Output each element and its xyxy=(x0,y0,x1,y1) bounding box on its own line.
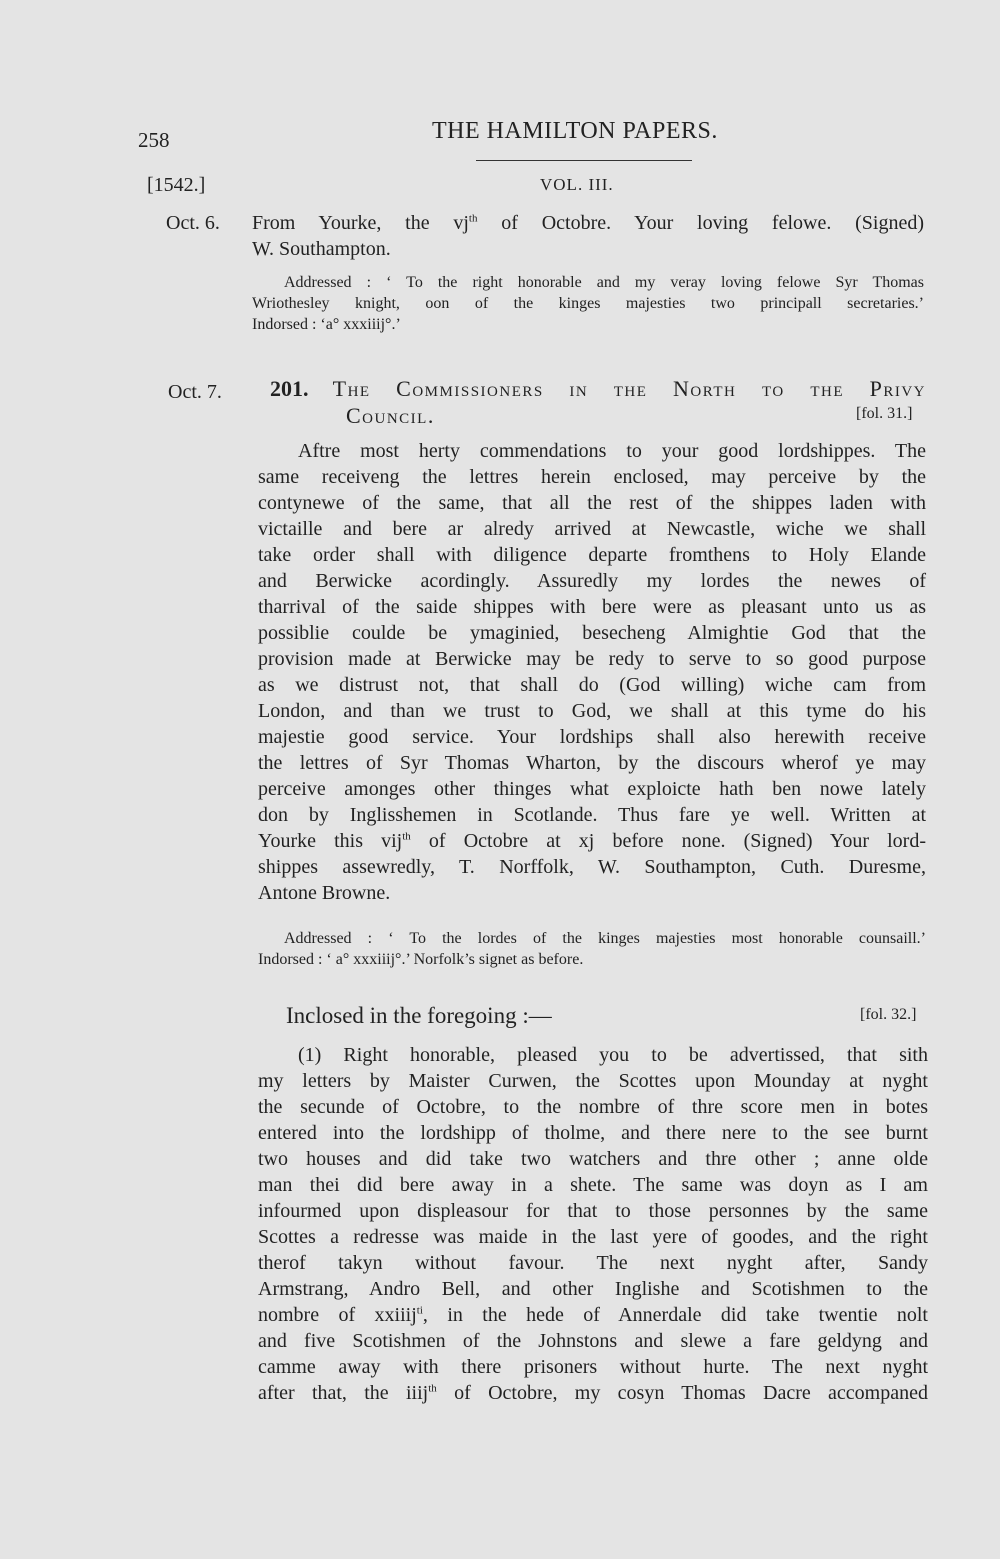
body-line: Yourke this vij$^{th}$ of Octobre at xj before none. (Signed) Your lord- xyxy=(258,830,926,852)
body-line: my letters by Maister Curwen, the Scottes upon Mounday at nyght xyxy=(258,1070,928,1092)
body-line: and five Scotishmen of the Johnstons and slewe a fare geldyng and xyxy=(258,1330,928,1352)
body-line: man thei did bere away in a shete. The same was doyn as I am xyxy=(258,1174,928,1196)
body-line: (1) Right honorable, pleased you to be advertissed, that sith xyxy=(298,1044,928,1066)
margin-date-oct6: Oct. 6. xyxy=(166,212,220,234)
address-line: Addressed : ‘ To the right honorable and my veray loving felowe Syr Thomas xyxy=(284,274,924,291)
body-line: and Berwicke acordingly. Assuredly my lordes the newes of xyxy=(258,570,926,592)
letter-201-address xyxy=(258,928,926,970)
folio-ref-32: [fol. 32.] xyxy=(860,1006,917,1023)
body-line: tharrival of the saide shippes with bere were as pleasant unto us as xyxy=(258,596,926,618)
running-title: THE HAMILTON PAPERS. xyxy=(432,118,718,144)
margin-date-oct7: Oct. 7. xyxy=(168,381,222,403)
indorsed-line: Indorsed : ‘a° xxxiiij°.’ xyxy=(252,316,401,333)
body-line: the secunde of Octobre, to the nombre of thre score men in botes xyxy=(258,1096,928,1118)
body-line: as we distrust not, that shall do (God willing) wiche cam from xyxy=(258,674,926,696)
body-line: two houses and did take two watchers and thre other ; anne olde xyxy=(258,1148,928,1170)
closing-line: From Yourke, the $vj^{th}$ of Octobre. Your loving felowe. (Signed) xyxy=(252,212,924,234)
address-line: Wriothesley knight, oon of the kinges majesties two principall secretaries.’ xyxy=(252,295,924,312)
body-line: nombre of xxiiij$^{ti}$, in the hede of Annerdale did take twentie nolt xyxy=(258,1304,928,1326)
body-line: Antone Browne. xyxy=(258,882,391,904)
previous-letter-close xyxy=(252,210,924,262)
address-line: Addressed : ‘ To the lordes of the kinges majesties most honorable counsaill.’ xyxy=(284,930,926,947)
indorsed-line: Indorsed : ‘ a° xxxiiij°.’ Norfolk’s signet as before. xyxy=(258,951,584,968)
body-line: camme away with there prisoners without hurte. The next nyght xyxy=(258,1356,928,1378)
letter-body-201 xyxy=(258,438,926,906)
folio-ref-31: [fol. 31.] xyxy=(856,405,913,422)
enclosure-heading: Inclosed in the foregoing :— xyxy=(286,1003,552,1028)
entry-number: 201. xyxy=(270,376,309,401)
body-line: shippes assewredly, T. Norffolk, W. Southampton, Cuth. Duresme, xyxy=(258,856,926,878)
body-line: don by Inglisshemen in Scotlande. Thus fare ye well. Written at xyxy=(258,804,926,826)
body-line: contynewe of the same, that all the rest of the shippes laden with xyxy=(258,492,926,514)
enclosure-body xyxy=(258,1042,928,1406)
margin-year: [1542.] xyxy=(147,174,206,196)
previous-letter-address xyxy=(252,272,924,335)
title-rule xyxy=(476,160,692,161)
body-line: entered into the lordshipp of tholme, and there nere to the see burnt xyxy=(258,1122,928,1144)
volume-label: VOL. III. xyxy=(540,175,614,194)
body-line: Armstrang, Andro Bell, and other Inglishe and Scotishmen to the xyxy=(258,1278,928,1300)
page-number: 258 xyxy=(138,128,170,152)
body-line: London, and than we trust to God, we shall at this tyme do his xyxy=(258,700,926,722)
entry-heading xyxy=(270,376,926,402)
body-line: the lettres of Syr Thomas Wharton, by the discours wherof ye may xyxy=(258,752,926,774)
body-line: infourmed upon displeasour for that to those personnes by the same xyxy=(258,1200,928,1222)
body-line: Aftre most herty commendations to your good lordshippes. The xyxy=(298,440,926,462)
body-line: majestie good service. Your lordships shall also herewith receive xyxy=(258,726,926,748)
body-line: Scottes a redresse was maide in the last yere of goodes, and the right xyxy=(258,1226,928,1248)
body-line: after that, the iiij$^{th}$ of Octobre, my cosyn Thomas Dacre accompaned xyxy=(258,1382,928,1404)
body-line: victaille and bere ar alredy arrived at Newcastle, wiche we shall xyxy=(258,518,926,540)
body-line: provision made at Berwicke may be redy to serve to so good purpose xyxy=(258,648,926,670)
signature-line: W. Southampton. xyxy=(252,238,391,260)
entry-heading-line1: The Commissioners in the North to the Privy xyxy=(332,376,926,401)
body-line: perceive amonges other thinges what exploicte hath ben nowe lately xyxy=(258,778,926,800)
body-line: therof takyn without favour. The next nyght after, Sandy xyxy=(258,1252,928,1274)
body-line: take order shall with diligence departe fromthens to Holy Elande xyxy=(258,544,926,566)
entry-heading-line2: Council. xyxy=(346,403,435,428)
body-line: possiblie coulde be ymaginied, besecheng Almightie God that the xyxy=(258,622,926,644)
body-line: same receiveng the lettres herein enclosed, may perceive by the xyxy=(258,466,926,488)
